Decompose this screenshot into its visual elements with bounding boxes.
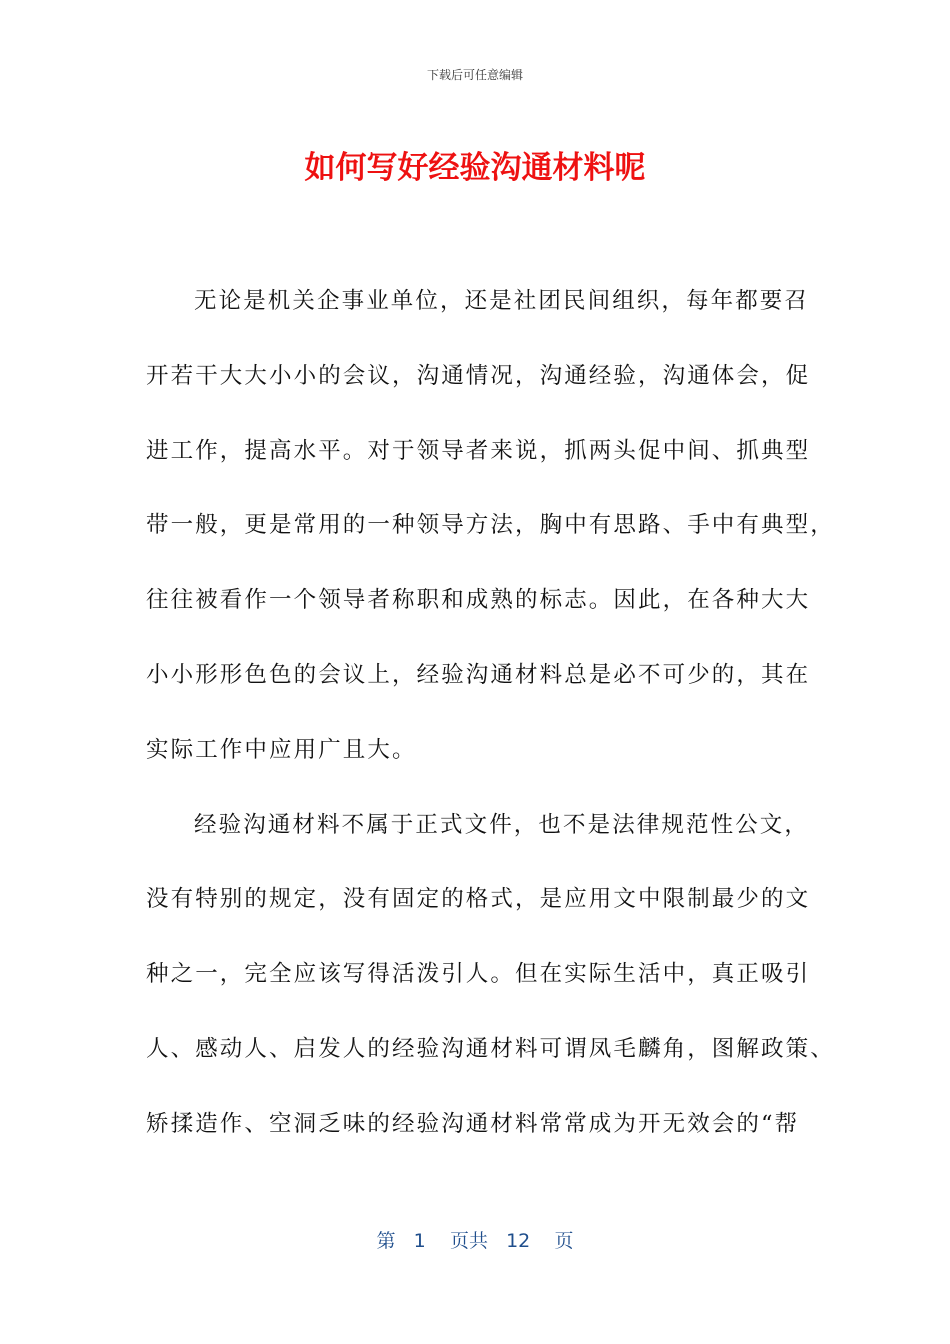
paragraph-2-line-3: 种之一，完全应该写得活泼引人。但在实际生活中，真正吸引 [146, 961, 811, 988]
paragraph-2-line-1: 经验沟通材料不属于正式文件，也不是法律规范性公文， [194, 811, 810, 838]
footer-prefix: 第 [376, 1230, 396, 1252]
current-page-number: 1 [413, 1230, 426, 1252]
paragraph-1-line-7: 实际工作中应用广且大。 [146, 736, 417, 763]
paragraph-1-line-3: 进工作，提高水平。对于领导者来说，抓两头促中间、抓典型 [146, 437, 811, 464]
paragraph-1-line-1: 无论是机关企事业单位，还是社团民间组织，每年都要召 [194, 288, 810, 314]
paragraph-2-line-4: 人、感动人、启发人的经验沟通材料可谓凤毛麟角，图解政策、 [146, 1035, 835, 1062]
paragraph-2-line-5: 矫揉造作、空洞乏味的经验沟通材料常常成为开无效会的“帮 [146, 1110, 800, 1137]
total-pages-number: 12 [506, 1230, 531, 1252]
document-title: 如何写好经验沟通材料呢 [304, 150, 646, 186]
footer-middle: 页共 [449, 1230, 488, 1252]
paragraph-1-line-4: 带一般，更是常用的一种领导方法，胸中有思路、手中有典型， [146, 512, 835, 539]
footer-suffix: 页 [554, 1230, 574, 1252]
header-note: 下载后可任意编辑 [426, 68, 523, 82]
paragraph-1-line-2: 开若干大大小小的会议，沟通情况，沟通经验，沟通体会，促 [146, 362, 811, 389]
paragraph-1-line-5: 往往被看作一个领导者称职和成熟的标志。因此，在各种大大 [146, 587, 811, 614]
body-text [146, 264, 835, 1162]
paragraph-1-line-6: 小小形形色色的会议上，经验沟通材料总是必不可少的，其在 [146, 661, 811, 688]
page-footer [0, 1226, 950, 1253]
paragraph-2-line-2: 没有特别的规定，没有固定的格式，是应用文中限制最少的文 [146, 886, 811, 913]
